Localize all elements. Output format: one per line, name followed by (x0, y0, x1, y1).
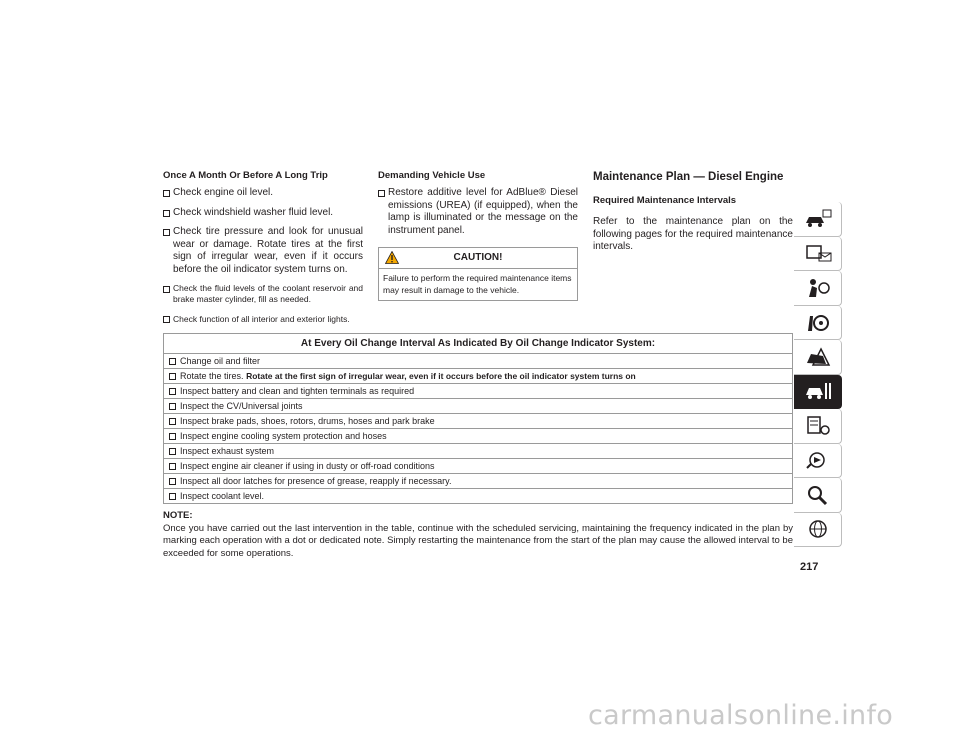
checkbox-icon (169, 418, 176, 425)
table-row: Rotate the tires. Rotate at the first sign of irregular wear, even if it occurs before the oil indicator system turns on (164, 369, 793, 384)
table-row: Inspect all door latches for presence of grease, reapply if necessary. (164, 474, 793, 489)
tab-multimedia[interactable] (794, 444, 842, 479)
tab-index[interactable] (794, 478, 842, 513)
table-row: Inspect engine air cleaner if using in dusty or off-road conditions (164, 459, 793, 474)
monthly-check-list (163, 187, 363, 305)
car-info-icon (803, 207, 833, 231)
multimedia-icon (803, 448, 833, 472)
caution-title: CAUTION! (453, 252, 503, 263)
caution-text: Failure to perform the required maintenance items may result in damage to the vehicle. (383, 273, 572, 295)
list-item: Check the fluid levels of the coolant reservoir and brake master cylinder, fill as needed. (163, 283, 363, 305)
warning-triangle-icon (385, 251, 399, 264)
demanding-use-section (378, 170, 578, 301)
checkbox-icon (169, 388, 176, 395)
list-item: Check engine oil level. (163, 187, 363, 200)
tab-emergency[interactable] (794, 340, 842, 375)
steering-wheel-icon (803, 310, 833, 334)
checkbox-icon (169, 433, 176, 440)
table-row: Change oil and filter (164, 354, 793, 369)
checkbox-icon (169, 478, 176, 485)
mail-envelope-icon (803, 241, 833, 265)
car-crash-icon (803, 345, 833, 369)
section-title: Maintenance Plan — Diesel Engine (593, 171, 784, 183)
search-magnifier-icon (803, 483, 833, 507)
oil-change-table (163, 333, 793, 504)
checkbox-icon (169, 358, 176, 365)
checkbox-icon (169, 448, 176, 455)
section-heading: Demanding Vehicle Use (378, 170, 486, 181)
checkbox-icon (163, 210, 170, 217)
demanding-use-list (378, 187, 578, 237)
section-text: Refer to the maintenance plan on the following pages for the required maintenance intervals. (593, 216, 793, 252)
checkbox-icon (378, 190, 385, 197)
chapter-tabs (794, 202, 842, 547)
language-globe-icon (803, 517, 833, 541)
table-header: At Every Oil Change Interval As Indicated By Oil Change Indicator System: (164, 334, 793, 354)
tab-specifications[interactable] (794, 409, 842, 444)
table-row: Inspect coolant level. (164, 489, 793, 504)
tab-car-info[interactable] (794, 202, 842, 237)
monthly-check-section (163, 170, 363, 312)
note-text: Once you have carried out the last intervention in the table, continue with the scheduled servicing, maintaining the frequency indicated in the plan by marking each operation with a dot or dedicated note. Simply restarting the maintenance from the start of the plan may cause the allowed interval to be exceeded for some operations. (163, 522, 793, 559)
page-number: 217 (800, 561, 819, 573)
checkbox-icon (169, 463, 176, 470)
table-row: Inspect brake pads, shoes, rotors, drums, hoses and park brake (164, 414, 793, 429)
tab-messages[interactable] (794, 237, 842, 272)
caution-header (379, 248, 577, 269)
table-row: Inspect battery and clean and tighten terminals as required (164, 384, 793, 399)
checkbox-icon (163, 229, 170, 236)
watermark-text: carmanualsonline.info (588, 700, 894, 731)
table-row: Inspect exhaust system (164, 444, 793, 459)
checkbox-icon (163, 316, 170, 323)
section-heading: Once A Month Or Before A Long Trip (163, 170, 328, 181)
list-item: Check windshield washer fluid level. (163, 207, 363, 220)
checkbox-icon (169, 403, 176, 410)
note-label: NOTE: (163, 510, 193, 521)
checkbox-icon (169, 373, 176, 380)
list-item: Restore additive level for AdBlue® Diesel emissions (UREA) (if equipped), when the lamp is illuminated or the message on the instrument panel. (378, 187, 578, 237)
list-item: Check tire pressure and look for unusual wear or damage. Rotate tires at the first sign of irregular wear, even if it occurs before the oil indicator system turns on. (163, 226, 363, 276)
tab-driving[interactable] (794, 306, 842, 341)
tab-servicing[interactable] (794, 375, 842, 410)
tab-safety[interactable] (794, 271, 842, 306)
table-row: Inspect the CV/Universal joints (164, 399, 793, 414)
checkbox-icon (169, 493, 176, 500)
tab-languages[interactable] (794, 513, 842, 548)
checkbox-icon (163, 286, 170, 293)
car-service-tools-icon (803, 379, 833, 403)
specifications-list-icon (803, 414, 833, 438)
checkbox-icon (163, 190, 170, 197)
section-subtitle: Required Maintenance Intervals (593, 195, 737, 206)
caution-box (378, 247, 578, 301)
list-item: Check function of all interior and exterior lights. (163, 314, 350, 324)
airbag-safety-icon (803, 276, 833, 300)
maintenance-plan-section (593, 170, 793, 254)
note-block (163, 510, 793, 560)
table-row: Inspect engine cooling system protection and hoses (164, 429, 793, 444)
